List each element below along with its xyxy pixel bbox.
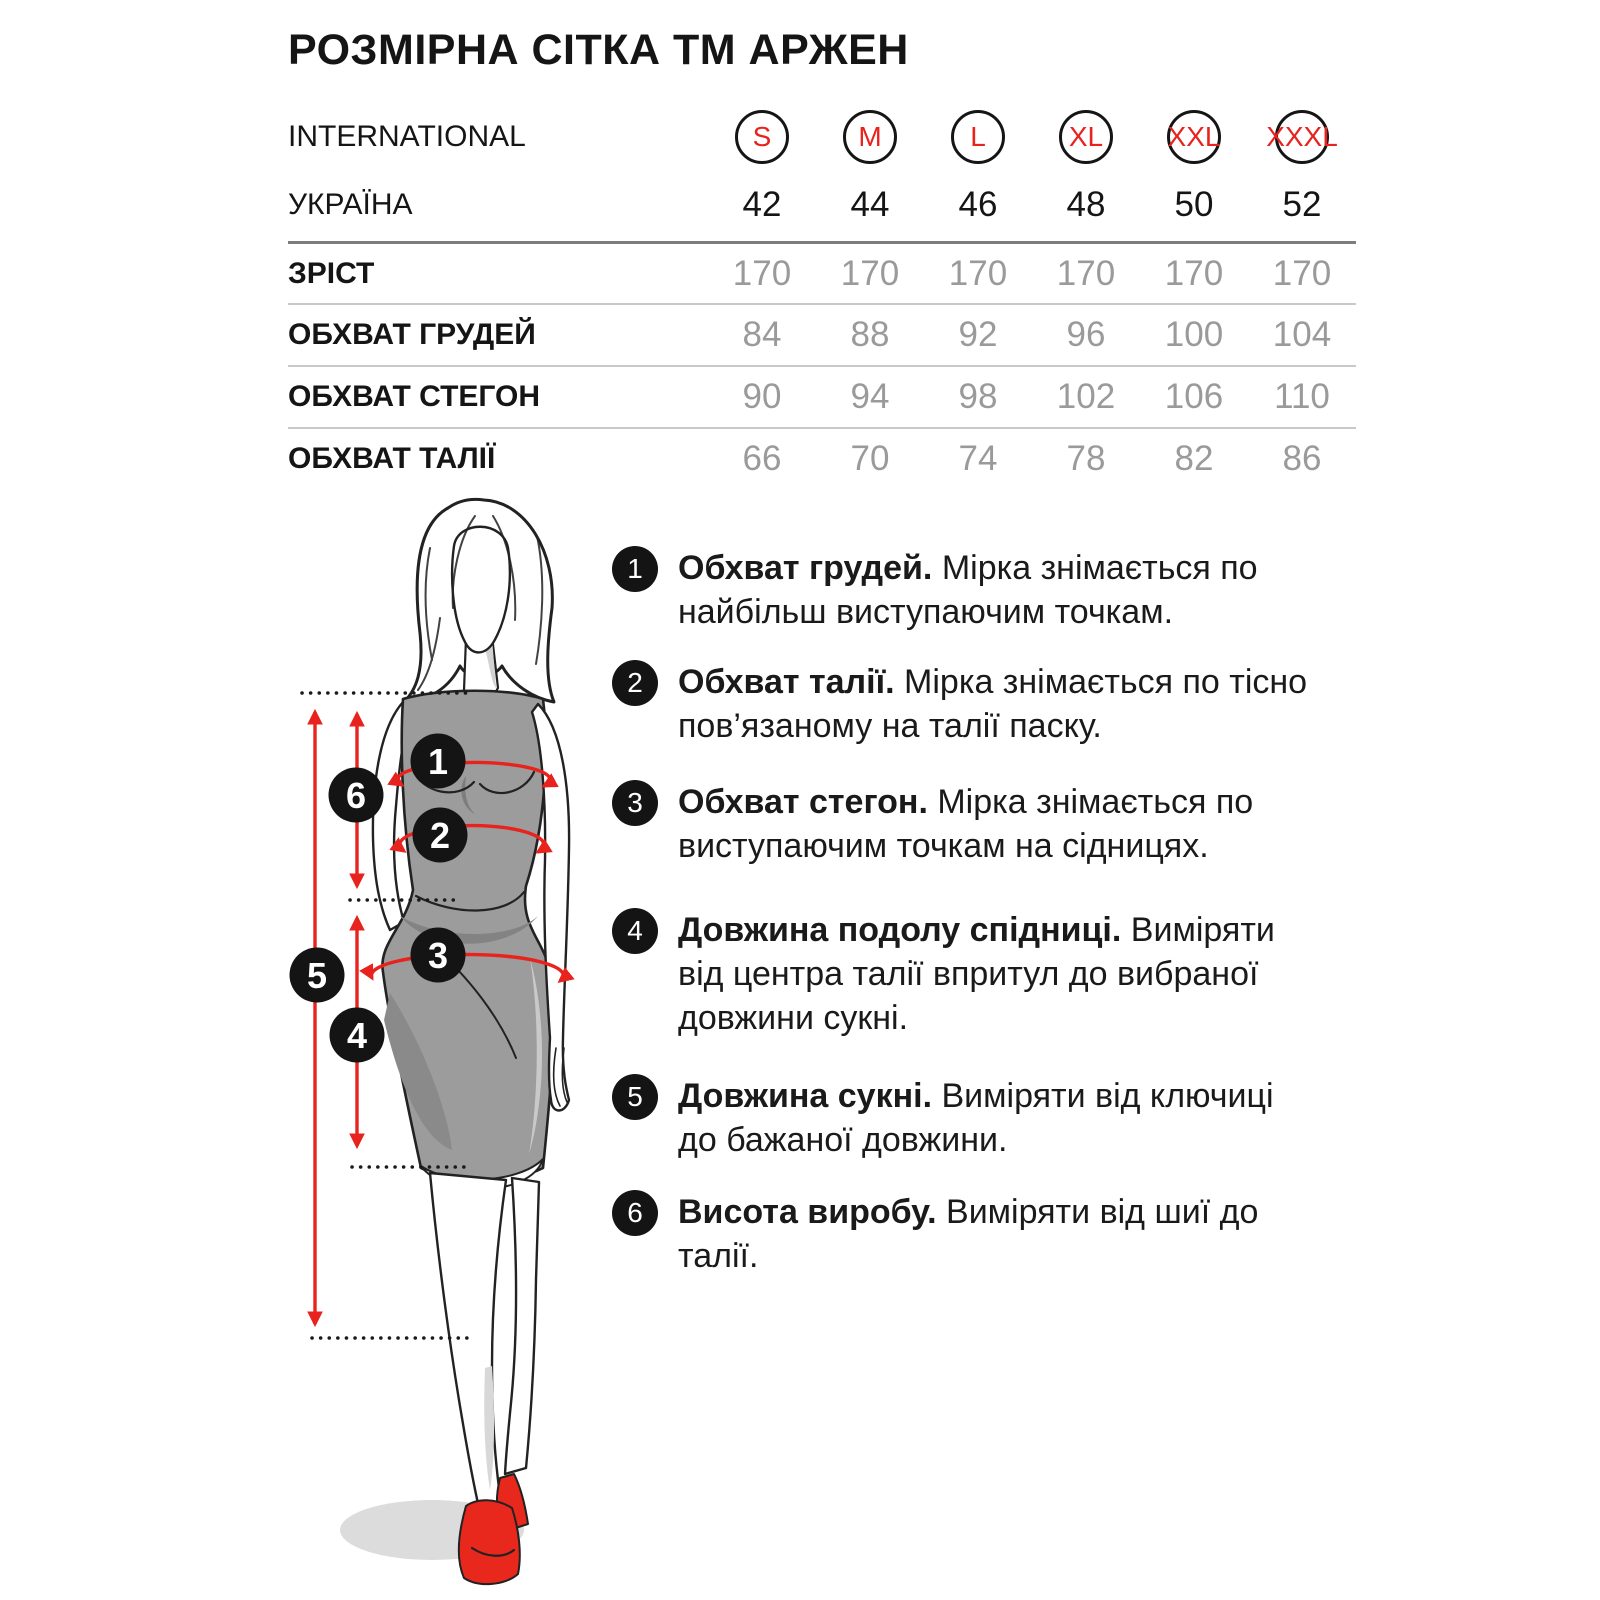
size-badge-s: S: [735, 110, 789, 164]
value-cell: 110: [1274, 377, 1330, 416]
table-row-hips: [288, 365, 1356, 427]
figure-marker-1: 1: [427, 741, 449, 782]
value-cell: 98: [958, 377, 998, 416]
legend-item-waist: [612, 660, 1308, 748]
ua-size: 52: [1282, 185, 1322, 224]
row-label-hips: ОБХВАТ СТЕГОН: [288, 380, 541, 413]
value-cell: 92: [958, 315, 998, 354]
woman-sketch: [373, 499, 569, 1584]
value-cell: 170: [732, 253, 792, 293]
legend-item-chest: [612, 546, 1308, 634]
legend-text-1: [678, 546, 1308, 634]
size-badge-xxxl: XXXL: [1275, 110, 1329, 164]
figure-marker-4: 4: [346, 1015, 368, 1056]
figure-marker-2: 2: [429, 815, 451, 856]
value-cell: 100: [1164, 315, 1224, 354]
legend-title-2: Обхват талії.: [678, 663, 895, 701]
front-leg: [430, 1173, 506, 1508]
legend-item-product-height: [612, 1190, 1308, 1278]
legend-desc-5: Виміряти від ключиці до бажаної довжини.: [678, 1077, 1274, 1159]
figure-marker-3: 3: [427, 935, 449, 976]
legend-title-3: Обхват стегон.: [678, 783, 928, 821]
size-badge-l: L: [951, 110, 1005, 164]
value-cell: 96: [1066, 315, 1106, 354]
ua-size: 46: [958, 185, 998, 224]
international-label: INTERNATIONAL: [288, 120, 526, 153]
legend-badge-6: 6: [612, 1190, 658, 1236]
legend-text-3: [678, 780, 1308, 868]
legend-text-2: [678, 660, 1308, 748]
legend-text-6: [678, 1190, 1308, 1278]
legend-badge-2: 2: [612, 660, 658, 706]
value-cell: 74: [958, 439, 998, 478]
value-cell: 88: [850, 315, 890, 354]
legend-desc-4: Виміряти від центра талії впритул до вибраної довжини сукні.: [678, 911, 1275, 1037]
legend-title-5: Довжина сукні.: [678, 1077, 933, 1115]
legend-desc-2: Мірка знімається по тісно пов’язаному на талії паску.: [678, 663, 1308, 745]
value-cell: 90: [742, 377, 782, 416]
legend-title-6: Висота виробу.: [678, 1193, 937, 1231]
value-cell: 70: [850, 439, 890, 478]
size-badge-xl: XL: [1059, 110, 1113, 164]
measurement-figure: [280, 488, 625, 1600]
legend-item-hips: [612, 780, 1308, 868]
table-row-ukraine: [288, 169, 1356, 241]
legend-text-5: [678, 1074, 1308, 1162]
size-badge-m: M: [843, 110, 897, 164]
size-badge-xxl: XXL: [1167, 110, 1221, 164]
value-cell: 170: [948, 253, 1008, 293]
legend-badge-5: 5: [612, 1074, 658, 1120]
ua-size: 44: [850, 185, 890, 224]
figure-marker-5: 5: [306, 955, 328, 996]
legend-title-1: Обхват грудей.: [678, 549, 933, 587]
value-cell: 84: [742, 315, 782, 354]
row-label-waist: ОБХВАТ ТАЛІЇ: [288, 442, 496, 475]
legend-item-skirt-length: [612, 908, 1308, 1040]
row-label-chest: ОБХВАТ ГРУДЕЙ: [288, 318, 536, 351]
legend-badge-1: 1: [612, 546, 658, 592]
value-cell: 102: [1056, 377, 1116, 416]
value-cell: 170: [1056, 253, 1116, 293]
value-cell: 170: [1272, 253, 1332, 293]
table-row-waist: [288, 427, 1356, 489]
legend-desc-3: Мірка знімається по виступаючим точкам на сідницях.: [678, 783, 1254, 865]
ua-size: 50: [1174, 185, 1214, 224]
legend-desc-1: Мірка знімається по найбільш виступаючим точкам.: [678, 549, 1258, 631]
figure-marker-6: 6: [345, 775, 367, 816]
value-cell: 78: [1066, 439, 1106, 478]
value-cell: 86: [1282, 439, 1322, 478]
value-cell: 106: [1164, 377, 1224, 416]
legend-desc-6: Виміряти від шиї до талії.: [678, 1193, 1259, 1275]
legend-item-dress-length: [612, 1074, 1308, 1162]
value-cell: 170: [840, 253, 900, 293]
table-row-international: [288, 105, 1356, 169]
page-title: РОЗМІРНА СІТКА ТМ АРЖЕН: [288, 26, 909, 74]
table-row-height: [288, 241, 1356, 303]
legend-title-4: Довжина подолу спідниці.: [678, 911, 1122, 949]
value-cell: 82: [1174, 439, 1214, 478]
ua-size: 42: [742, 185, 782, 224]
ukraine-label: УКРАЇНА: [288, 188, 413, 221]
value-cell: 104: [1272, 315, 1332, 354]
shoe-front: [459, 1500, 520, 1584]
legend-text-4: [678, 908, 1308, 1040]
ua-size: 48: [1066, 185, 1106, 224]
value-cell: 170: [1164, 253, 1224, 293]
legend-badge-4: 4: [612, 908, 658, 954]
value-cell: 94: [850, 377, 890, 416]
table-row-chest: [288, 303, 1356, 365]
back-leg: [505, 1178, 539, 1474]
value-cell: 66: [742, 439, 782, 478]
row-label-height: ЗРІСТ: [288, 256, 375, 290]
legend-badge-3: 3: [612, 780, 658, 826]
size-table: [288, 105, 1356, 489]
